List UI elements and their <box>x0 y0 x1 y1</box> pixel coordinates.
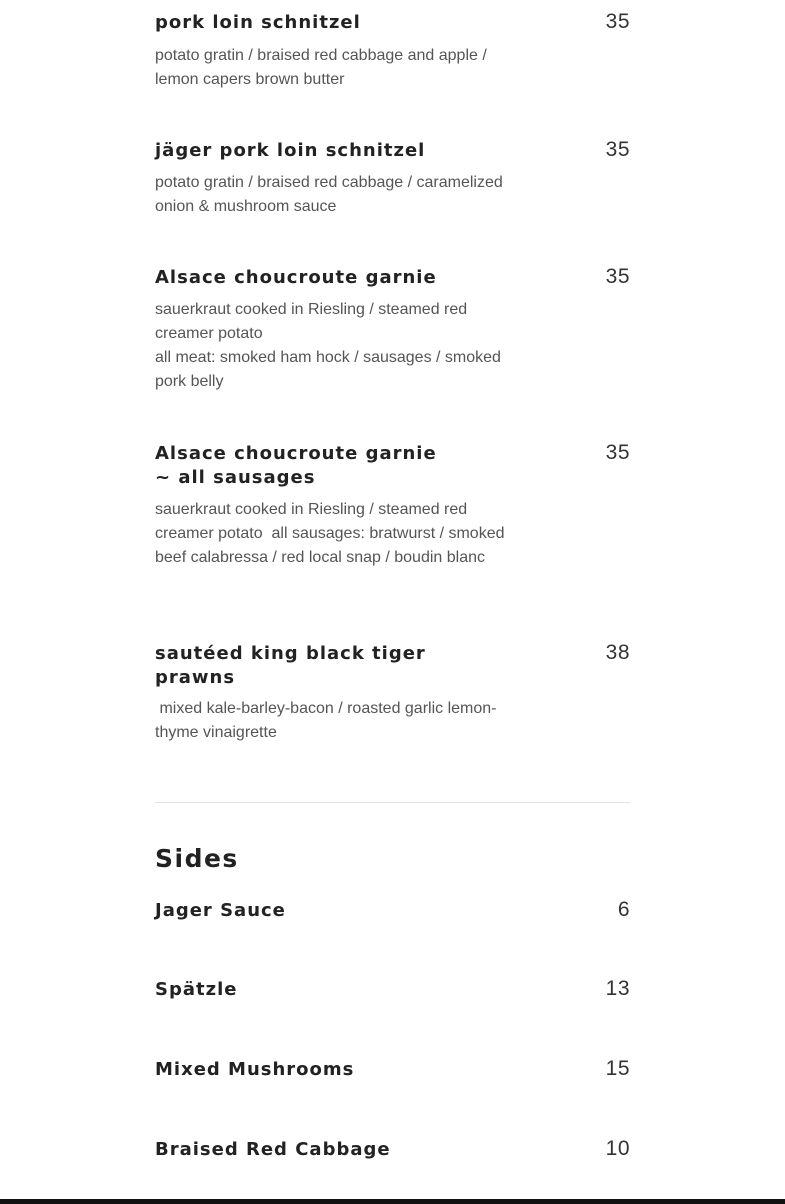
item-description: mixed kale-barley-bacon / roasted garlic lemon-thyme vinaigrette <box>155 700 497 741</box>
section-divider <box>155 802 630 803</box>
item-name: Alsace choucroute garnie ~ all sausages <box>155 443 437 488</box>
item-price: 38 <box>605 641 630 664</box>
item-price: 35 <box>605 10 630 33</box>
side-item-price: 6 <box>617 898 630 921</box>
side-item-price: 15 <box>605 1057 630 1080</box>
item-name: pork loin schnitzel <box>155 12 361 33</box>
side-item-name: Spätzle <box>155 979 238 1000</box>
item-price: 35 <box>605 265 630 288</box>
item-price: 35 <box>605 441 630 464</box>
side-item-price: 13 <box>605 977 630 1000</box>
item-name: jäger pork loin schnitzel <box>155 140 426 161</box>
side-item-name: Jager Sauce <box>155 900 286 921</box>
item-price: 35 <box>605 138 630 161</box>
side-item-name: Mixed Mushrooms <box>155 1059 355 1080</box>
item-description: sauerkraut cooked in Riesling / steamed red creamer potato all meat: smoked ham hock / sausages / smoked pork belly <box>155 301 501 390</box>
sides-section-title: Sides <box>155 844 239 873</box>
item-description: potato gratin / braised red cabbage / caramelized onion & mushroom sauce <box>155 174 503 215</box>
side-item-price: 10 <box>605 1137 630 1160</box>
item-name: Alsace choucroute garnie <box>155 267 437 288</box>
side-item-name: Braised Red Cabbage <box>155 1139 391 1160</box>
bottom-bar <box>0 1199 785 1204</box>
item-name: sautéed king black tiger prawns <box>155 643 426 688</box>
item-description: potato gratin / braised red cabbage and apple / lemon capers brown butter <box>155 47 487 88</box>
item-description: sauerkraut cooked in Riesling / steamed red creamer potato all sausages: bratwurst / smoked beef calabressa / red local snap / boudin blanc <box>155 501 509 566</box>
